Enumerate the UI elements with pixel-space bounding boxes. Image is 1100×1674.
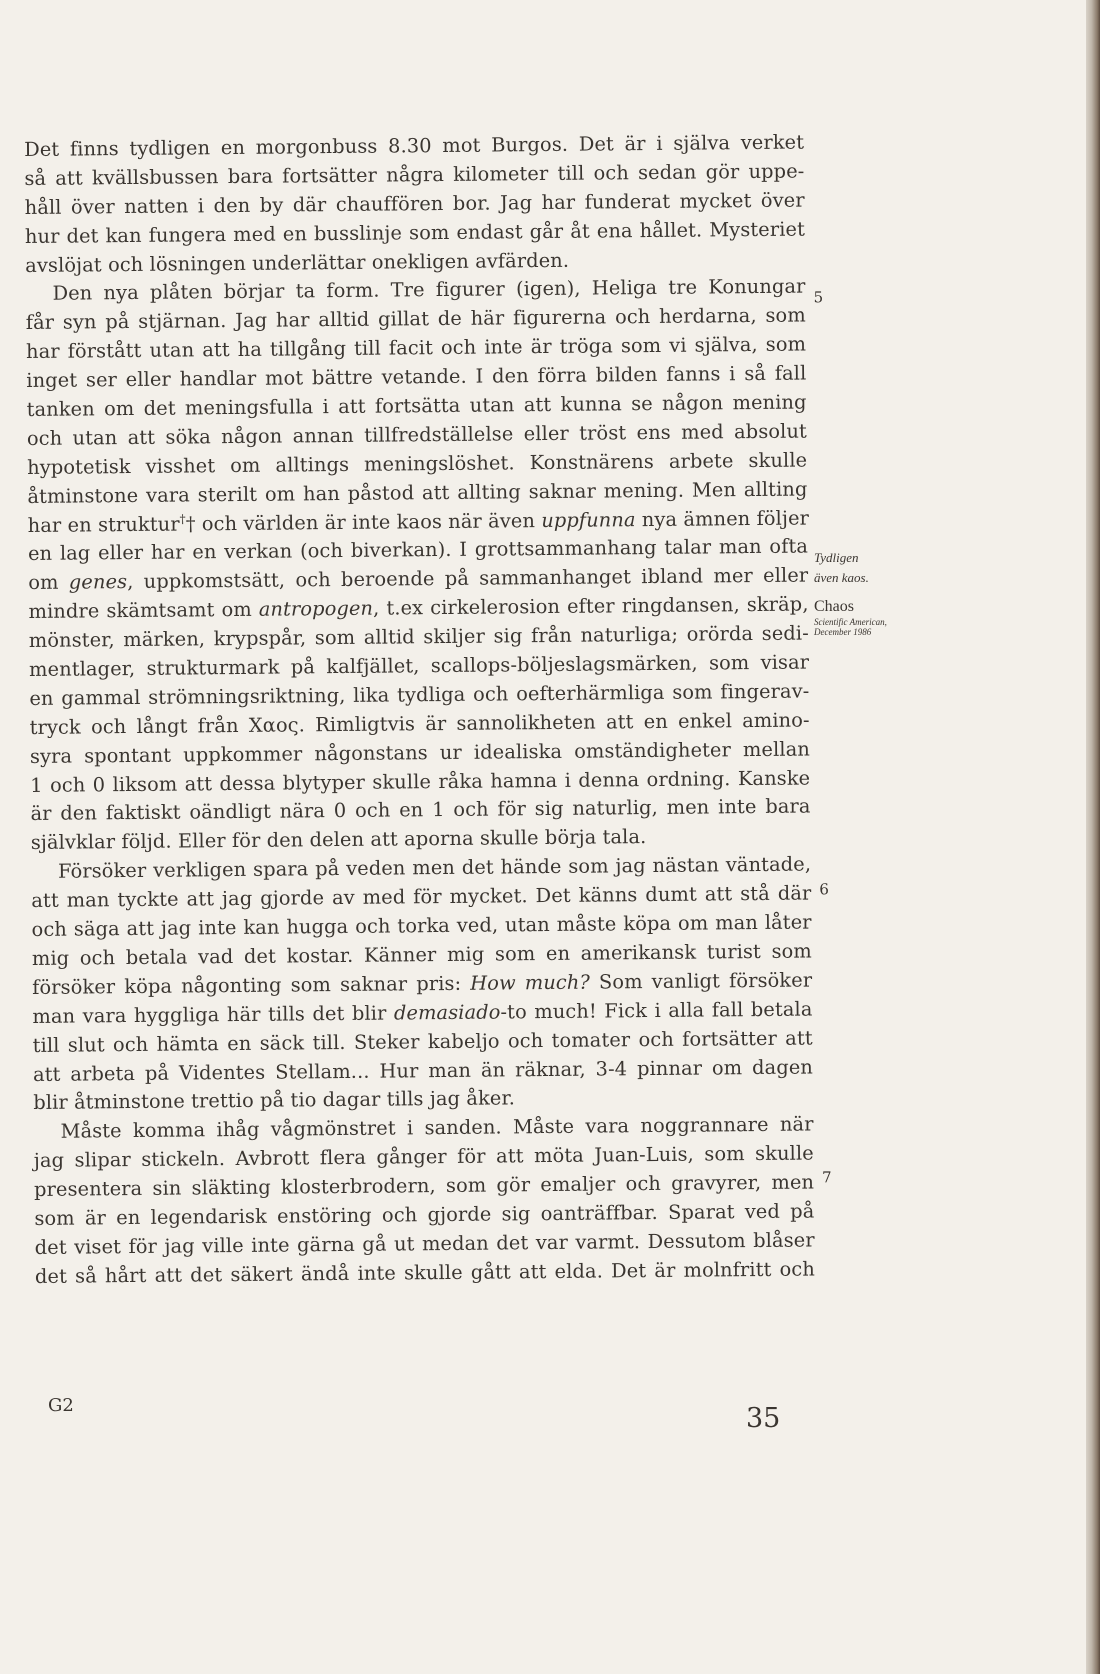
section-number: 5 [813, 288, 824, 307]
text-line: syra spontant uppkommer någonstans ur idealiska omständigheter mellan [29, 737, 811, 768]
text-line: att man tyckte att jag gjorde av med för mycket. Det känns dumt att stå där [31, 881, 812, 913]
text-line: Försöker verkligen spara på veden men det hände som jag nästan väntade, [57, 852, 812, 883]
text-segment: mindre skämtsamt om [28, 598, 259, 624]
text-line: 1 och 0 liksom att dessa blytyper skulle råka hamna i denna ordning. Kanske [30, 766, 811, 797]
text-line: en lag eller har en verkan (och biverkan). I grottsammanhang talar man ofta [27, 534, 809, 566]
text-line: en gammal strömningsriktning, lika tydliga och oefterhärmliga som fingerav- [29, 679, 810, 710]
text-line: det så hårt att det säkert ändå inte skulle gått att elda. Det är molnfritt och [34, 1257, 816, 1288]
text-segment: , uppkomstsätt, och beroende på sammanhanget ibland mer eller [127, 563, 809, 594]
text-segment: försöker köpa någonting som saknar pris: [32, 971, 471, 999]
italic-term: antropogen [258, 596, 374, 622]
text-line: och utan att söka någon annan tillfredställelse eller tröst ens med absolut [26, 419, 807, 450]
italic-term: uppfunna [541, 507, 636, 532]
margin-note-line: Scientific American, [814, 617, 887, 627]
text-line: presentera sin släkting klosterbrodern, som gör emaljer och gravyrer, men [34, 1170, 815, 1202]
text-line: åtminstone vara sterilt om han påstod att allting saknar mening. Men allting [27, 477, 808, 508]
text-line: inget ser eller handlar mot bättre vetande. I den förra bilden fanns i så fall [26, 361, 807, 393]
text-line: hur det kan fungera med en busslinje som endast går åt ena hållet. Mysteriet [24, 217, 806, 248]
text-line: håll över natten i den by där chauffören bor. Jag har funderat mycket över [24, 188, 805, 219]
text-line: mig och betala vad det kostar. Känner mig som en amerikansk turist som [31, 939, 812, 970]
signature-mark: G2 [48, 1395, 74, 1416]
text-line: mentlager, strukturmark på kalfjället, scallops-böljeslagsmärken, som visar [29, 650, 810, 682]
margin-note-line: även kaos. [814, 570, 869, 585]
text-line: mönster, märken, krypspår, som alltid skiljer sig från naturliga; orörda sedi- [28, 621, 809, 653]
italic-term: How much? [470, 970, 591, 995]
section-number: 7 [821, 1168, 832, 1187]
greek-word: Χαος [248, 713, 299, 737]
text-line: jag slipar stickeln. Avbrott flera gånger för att möta Juan-Luis, som skulle [33, 1141, 814, 1173]
text-segment: . Rimligtvis är sannolikheten att en enkel amino- [298, 708, 810, 737]
text-segment: nya ämnen följer [635, 506, 810, 531]
text-line: Den nya plåten börjar ta form. Tre figurer (igen), Heliga tre Konungar [52, 274, 806, 306]
section-number: 6 [819, 880, 829, 899]
text-line: har förstått utan att ha tillgång till facit och inte är tröga som vi själva, som [25, 332, 807, 364]
text-line: att arbeta på Videntes Stellam... Hur man än räknar, 3-4 pinnar om dagen [32, 1054, 814, 1086]
margin-note-chaos: Chaos [814, 598, 854, 615]
book-spine-edge [1086, 0, 1100, 1674]
text-segment: har en struktur [27, 512, 180, 537]
italic-term: demasiado [393, 1000, 501, 1025]
text-line: blir åtminstone trettio på tio dagar tills jag åker. [33, 1086, 516, 1115]
text-segment: † och världen är inte kaos när även [185, 508, 542, 536]
text-line: och säga att jag inte kan hugga och torka ved, utan måste köpa om man låter [31, 910, 812, 942]
text-line: får syn på stjärnan. Jag har alltid gillat de här figurerna och herdarna, som [25, 303, 806, 335]
text-line: Det finns tydligen en morgonbuss 8.30 mot Burgos. Det är i själva verket [24, 130, 805, 161]
margin-note-line: Tydligen [814, 550, 859, 565]
text-line: tanken om det meningsfulla i att fortsätta utan att kunna se någon mening [26, 390, 807, 422]
page-number: 35 [746, 1403, 781, 1434]
text-line: som är en legendarisk enstöring och gjorde sig oanträffbar. Sparat ved på [34, 1199, 815, 1230]
text-line: till slut och hämta en säck till. Steker kabeljo och tomater och fortsätter att [32, 1026, 813, 1057]
text-segment: man vara hyggliga här tills det blir [32, 1001, 395, 1028]
text-segment: om [28, 570, 69, 595]
text-line: så att kvällsbussen bara fortsätter några kilometer till och sedan gör uppe- [24, 159, 805, 190]
margin-note-tydligen [814, 548, 869, 588]
text-line: det viset för jag ville inte gärna gå ut medan det var varmt. Dessutom blåser [34, 1228, 815, 1259]
text-segment: -to much! Fick i alla fall betala [500, 997, 813, 1024]
text-segment: Som vanligt försöker [589, 968, 813, 994]
text-line: självklar följd. Eller för den delen att aporna skulle börja tala. [30, 825, 647, 855]
margin-note-source [814, 617, 887, 637]
body-text [24, 129, 832, 1292]
margin-note-line: December 1986 [814, 627, 872, 637]
text-segment: , t.ex cirkelerosion efter ringdansen, skräp, [372, 592, 809, 620]
text-line: är den faktiskt oändligt nära 0 och en 1 och för sig naturlig, men inte bara [30, 794, 811, 826]
text-segment: tryck och långt från [29, 713, 249, 739]
italic-term: genes [68, 570, 128, 594]
text-line: Måste komma ihåg vågmönstret i sanden. Måste vara noggrannare när [60, 1112, 814, 1143]
dagger-note: † [179, 511, 186, 526]
text-line: avslöjat och lösningen underlättar onekligen avfärden. [25, 248, 570, 277]
text-line: hypotetisk visshet om alltings meningslöshet. Konstnärens arbete skulle [27, 448, 808, 479]
